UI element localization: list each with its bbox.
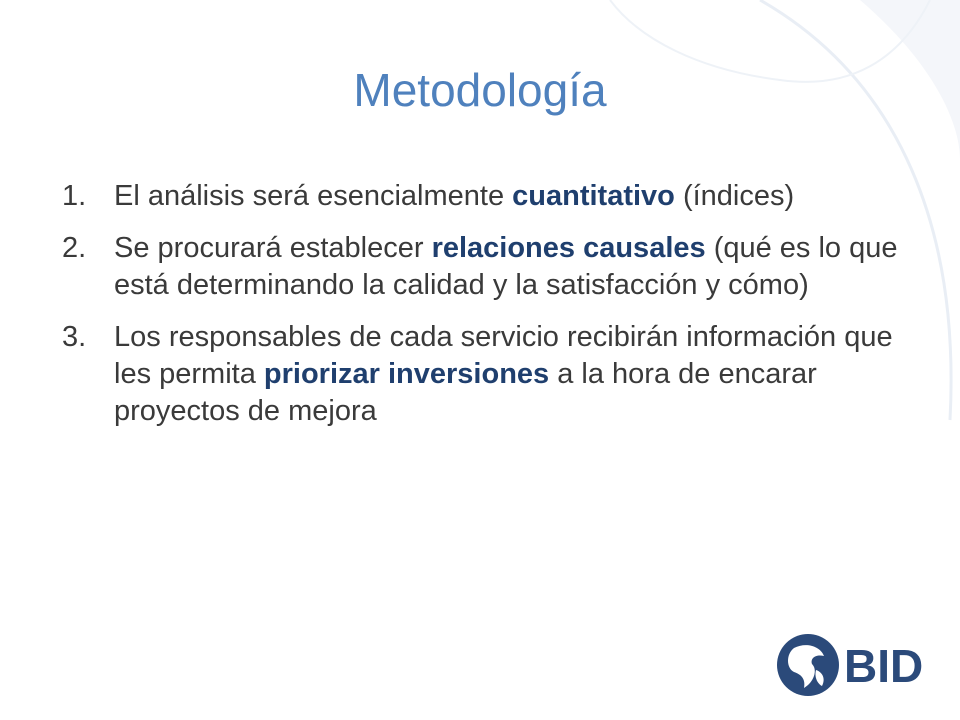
bid-logo (772, 630, 937, 700)
list-item (62, 178, 922, 215)
list-item-emphasis: cuantitativo (512, 180, 675, 212)
list-item-text: Se procurará establecer (114, 232, 432, 264)
slide-title: Metodología (353, 64, 607, 116)
list-item (62, 319, 922, 430)
methodology-list (62, 178, 922, 445)
list-item-text: El análisis será esencialmente (114, 180, 513, 212)
list-item-number: 2. (62, 232, 87, 264)
list-item-emphasis: relaciones causales (431, 232, 706, 264)
list-item-emphasis: priorizar inversiones (263, 358, 550, 390)
list-item-text: (índices) (674, 180, 795, 212)
list-item-text: Los responsables de cada servicio recibirán información que les permita (114, 321, 893, 390)
bid-globe-icon (777, 634, 839, 696)
list-item-number: 1. (62, 180, 87, 212)
list-item (62, 230, 922, 304)
logo-text: BID (844, 640, 924, 692)
list-item-text: (qué es lo que está determinando la calidad y la satisfacción y cómo) (114, 232, 898, 301)
list-item-text: a la hora de encarar proyectos de mejora (114, 358, 817, 427)
list-item-number: 3. (62, 321, 87, 353)
